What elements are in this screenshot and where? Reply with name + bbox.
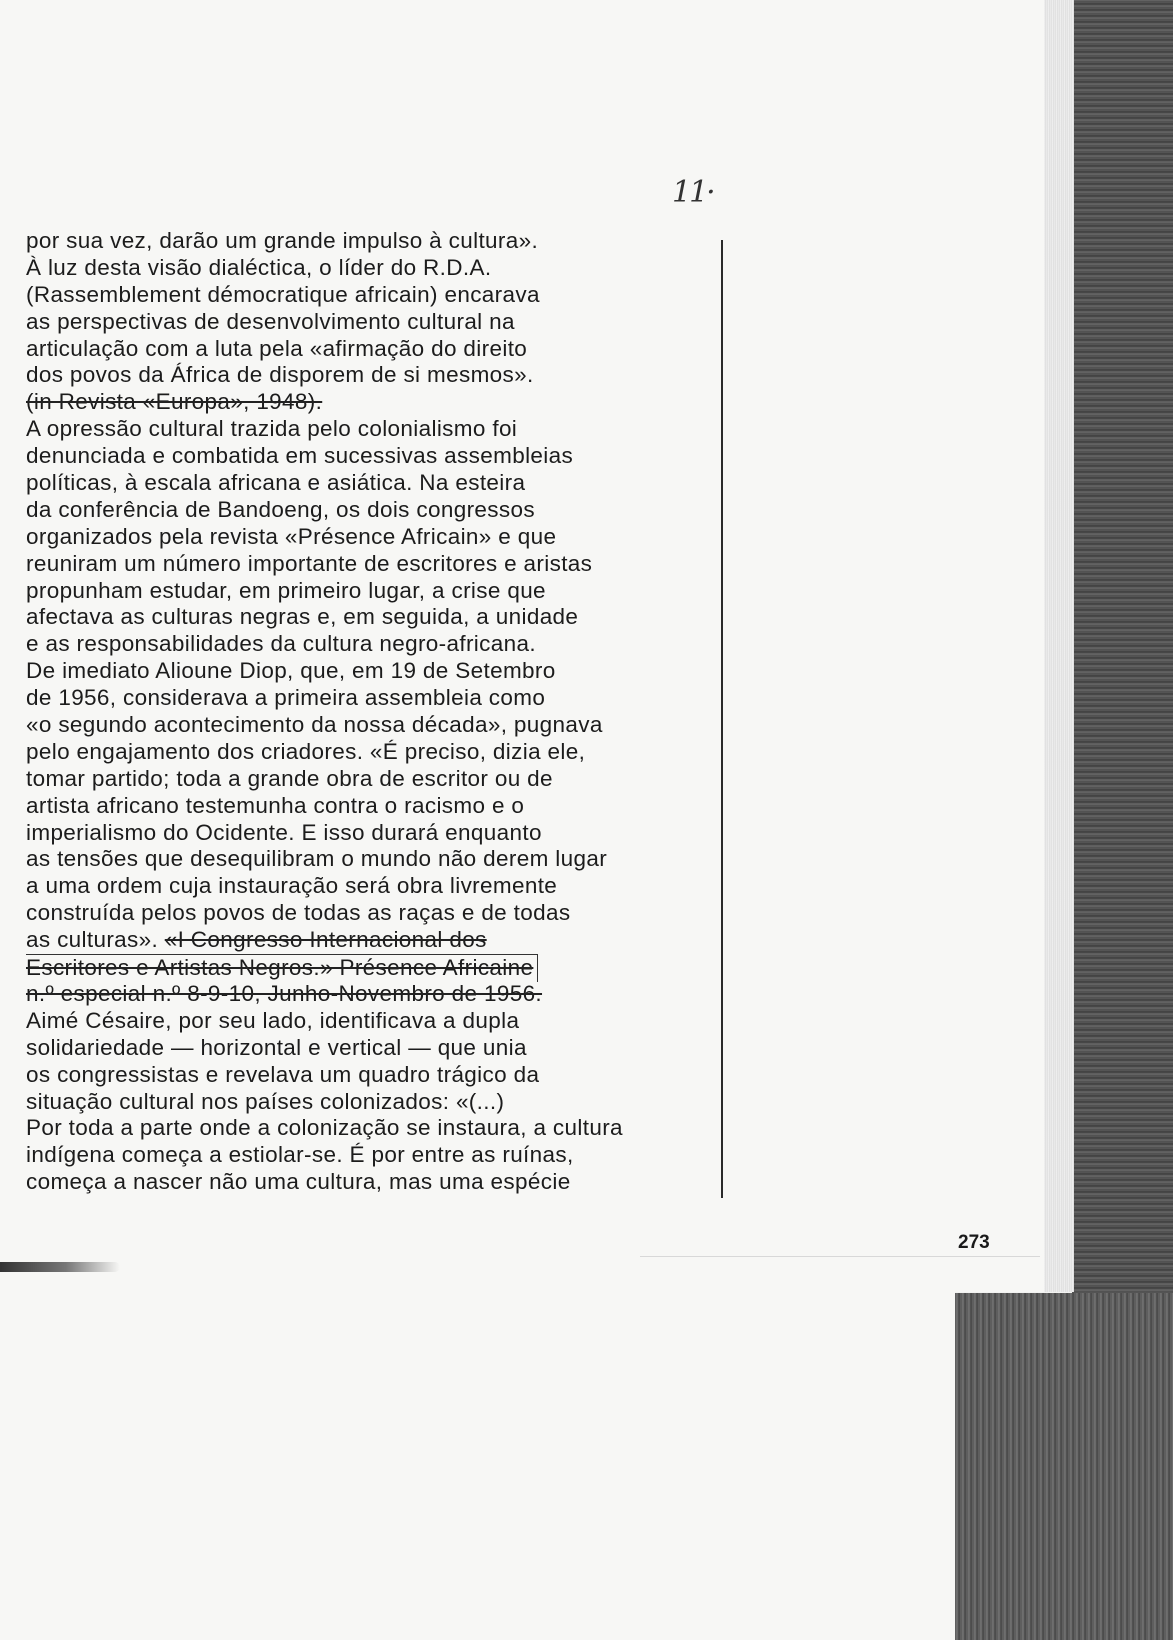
text-line-content: a uma ordem cuja instauração será obra livremente (26, 873, 558, 899)
text-line-content: dos povos da África de disporem de si mesmos». (26, 362, 534, 388)
text-line-content: afectava as culturas negras e, em seguida, a unidade (26, 604, 579, 630)
text-line (26, 1142, 726, 1169)
text-line-content: Escritores e Artistas Negros.» Présence Africaine (26, 954, 538, 982)
scanner-edge-shadow-bottom (955, 1293, 1173, 1640)
text-line (26, 309, 726, 336)
text-line (26, 954, 726, 981)
text-line-content: os congressistas e revelava um quadro trágico da (26, 1061, 540, 1087)
body-text (26, 228, 726, 1196)
text-line-content: organizados pela revista «Présence Africain» e que (26, 523, 557, 549)
text-line-content: tomar partido; toda a grande obra de escritor ou de (26, 765, 553, 791)
text-line-content: À luz desta visão dialéctica, o líder do R.D.A. (26, 254, 492, 280)
text-line (26, 389, 726, 416)
text-line-content: as culturas». (26, 927, 159, 953)
text-line (26, 685, 726, 712)
text-line-content: por sua vez, darão um grande impulso à cultura». (26, 228, 539, 253)
text-line-content: da conferência de Bandoeng, os dois congressos (26, 496, 535, 522)
text-line (26, 470, 726, 497)
text-line (26, 766, 726, 793)
text-line-content: (Rassemblement démocratique africain) encarava (26, 281, 540, 307)
text-line-content: Por toda a parte onde a colonização se instaura, a cultura (26, 1115, 623, 1141)
text-line (26, 1169, 726, 1196)
text-line (26, 443, 726, 470)
page-stack-edge (1042, 0, 1074, 1292)
text-line-content: (in Revista «Europa», 1948). (26, 389, 323, 415)
text-line-content: e as responsabilidades da cultura negro-africana. (26, 631, 536, 657)
footer-rule (640, 1256, 1040, 1257)
text-line (26, 604, 726, 631)
text-line (26, 846, 726, 873)
text-line-content: de 1956, considerava a primeira assembleia como (26, 685, 546, 711)
text-line-content: reuniram um número importante de escritores e aristas (26, 550, 593, 576)
text-line-content: «o segundo acontecimento da nossa década», pugnava (26, 712, 603, 738)
margin-rule (721, 240, 723, 1198)
text-line (26, 712, 726, 739)
text-line (26, 362, 726, 389)
text-line-content: começa a nascer não uma cultura, mas uma espécie (26, 1169, 571, 1195)
text-line (26, 336, 726, 363)
text-line (26, 820, 726, 847)
text-line-content: solidariedade — horizontal e vertical — que unia (26, 1034, 527, 1060)
page-number: 273 (958, 1232, 990, 1253)
text-line-content: indígena começa a estiolar-se. É por entre as ruínas, (26, 1142, 574, 1168)
text-line (26, 1062, 726, 1089)
text-line (26, 873, 726, 900)
text-line (26, 927, 726, 954)
text-line-content: as perspectivas de desenvolvimento cultural na (26, 308, 515, 334)
text-line (26, 793, 726, 820)
text-line-content: políticas, à escala africana e asiática. Na esteira (26, 470, 526, 496)
text-line-content: pelo engajamento dos criadores. «É preciso, dizia ele, (26, 738, 586, 764)
text-line (26, 900, 726, 927)
text-line (26, 981, 726, 1008)
text-line-content: as tensões que desequilibram o mundo não derem lugar (26, 846, 608, 872)
text-line (26, 1089, 726, 1116)
text-line-content: A opressão cultural trazida pelo colonialismo foi (26, 416, 518, 442)
text-line-content: propunham estudar, em primeiro lugar, a crise que (26, 577, 546, 603)
struck-citation: «I Congresso Internacional dos (164, 927, 487, 953)
text-line (26, 255, 726, 282)
text-line-content: construída pelos povos de todas as raças e de todas (26, 900, 571, 926)
text-line-content: De imediato Alioune Diop, que, em 19 de Setembro (26, 658, 556, 684)
text-line-content: Aimé Césaire, por seu lado, identificava a dupla (26, 1007, 520, 1033)
text-line (26, 578, 726, 605)
handwritten-page-mark: 11· (672, 175, 714, 210)
text-line (26, 497, 726, 524)
paper-sheet-lower (0, 1292, 955, 1640)
text-line (26, 228, 726, 255)
text-line-content: situação cultural nos países colonizados: «(...) (26, 1088, 505, 1114)
text-line (26, 524, 726, 551)
text-line (26, 1008, 726, 1035)
text-line (26, 658, 726, 685)
text-line-content: denunciada e combatida em sucessivas assembleias (26, 443, 574, 469)
text-line (26, 631, 726, 658)
page-corner-shadow (0, 1262, 120, 1272)
text-line-content: articulação com a luta pela «afirmação do direito (26, 335, 528, 361)
text-line-content: artista africano testemunha contra o racismo e o (26, 792, 525, 818)
text-line (26, 551, 726, 578)
text-line (26, 282, 726, 309)
text-line (26, 1115, 726, 1142)
text-line (26, 739, 726, 766)
text-line-content: imperialismo do Ocidente. E isso durará enquanto (26, 819, 542, 845)
text-line-content: n.º especial n.º 8-9-10, Junho-Novembro de 1956. (26, 980, 543, 1006)
text-line (26, 416, 726, 443)
text-line (26, 1035, 726, 1062)
